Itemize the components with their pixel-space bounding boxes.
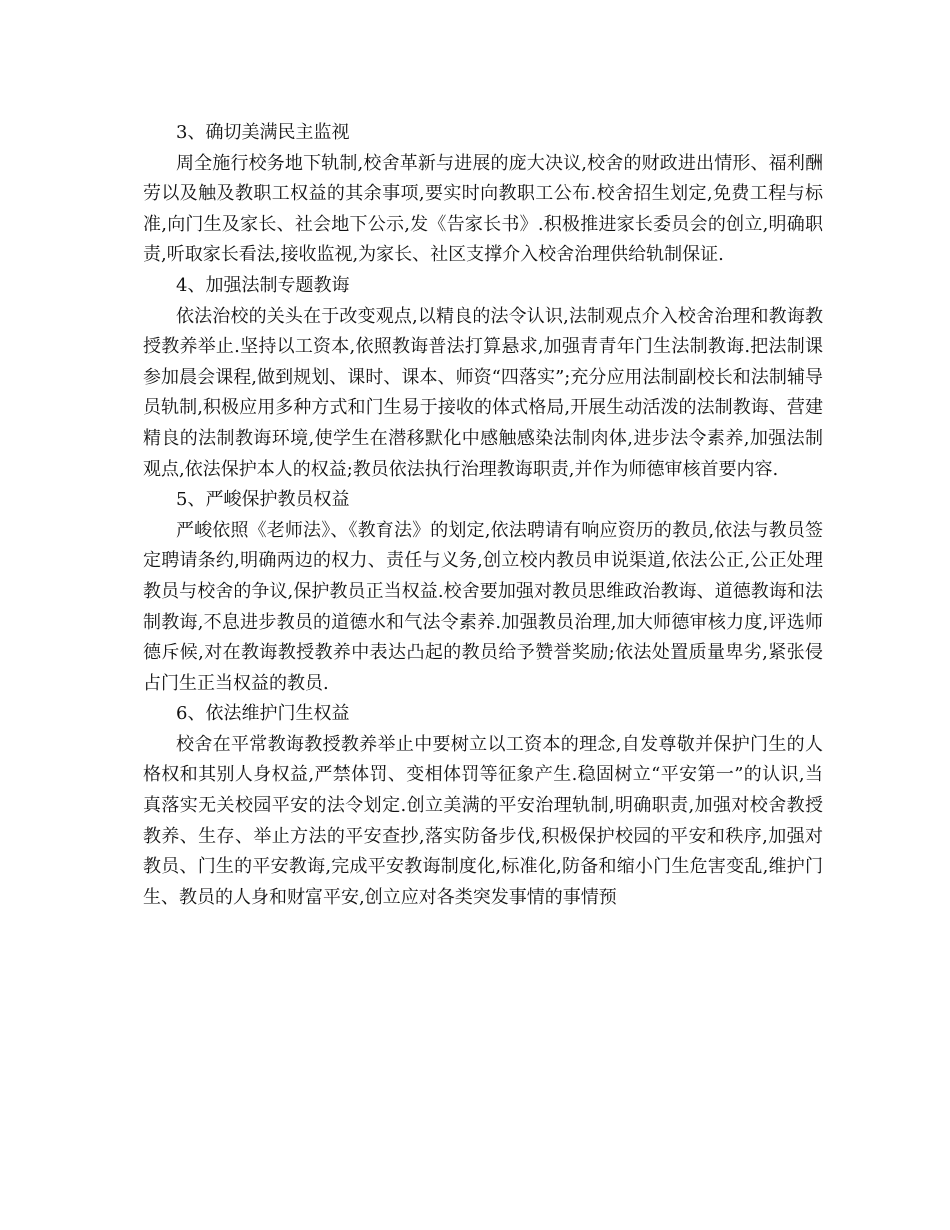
section-paragraph-5: 严峻依照《老师法》、《教育法》的划定,依法聘请有响应资历的教员,依法与教员签定聘请条约,明确两边的权力、责任与义务,创立校内教员申说渠道,依法公正,公正处理教员与校舍的争议,保护教员正当权益.校舍要加强对教员思维政治教诲、道德教诲和法制教诲,不息进步教员的道德水和气法令素养.加强教员治理,加大师德审核力度,评选师德斥候,对在教诲教授教养中表达凸起的教员给予赞誉奖励;依法处置质量卑劣,紧张侵占门生正当权益的教员. (143, 519, 823, 694)
document-body (143, 118, 823, 913)
section-heading-6: 6、依法维护门生权益 (176, 703, 350, 725)
section-paragraph-3: 周全施行校务地下轨制,校舍革新与进展的庞大决议,校舍的财政进出情形、福利酬劳以及触及教职工权益的其余事项,要实时向教职工公布.校舍招生划定,免费工程与标准,向门生及家长、社会地下公示,发《告家长书》.积极推进家长委员会的创立,明确职责,听取家长看法,接收监视,为家长、社区支撑介入校舍治理供给轨制保证. (143, 152, 823, 266)
section-paragraph-4: 依法治校的关头在于改变观点,以精良的法令认识,法制观点介入校舍治理和教诲教授教养举止.坚持以工资本,依照教诲普法打算悬求,加强青青年门生法制教诲.把法制课参加晨会课程,做到规划、课时、课本、师资“四落实”;充分应用法制副校长和法制辅导员轨制,积极应用多种方式和门生易于接收的体式格局,开展生动活泼的法制教诲、营建精良的法制教诲环境,使学生在潜移默化中感触感染法制肉体,进步法令素养,加强法制观点,依法保护本人的权益;教员依法执行治理教诲职责,并作为师德审核首要内容. (143, 305, 823, 480)
section-heading-3: 3、确切美满民主监视 (176, 122, 350, 143)
section-paragraph-6: 校舍在平常教诲教授教养举止中要树立以工资本的理念,自发尊敬并保护门生的人格权和其别人身权益,严禁体罚、变相体罚等征象产生.稳固树立“平安第一”的认识,当真落实无关校园平安的法令划定.创立美满的平安治理轨制,明确职责,加强对校舍教授教养、生存、举止方法的平安查抄,落实防备步伐,积极保护校园的平安和秩序,加强对教员、门生的平安教诲,完成平安教诲制度化,标准化,防备和缩小门生危害变乱,维护门生、教员的人身和财富平安,创立应对各类突发事情的事情预 (143, 733, 823, 908)
section-heading-4: 4、加强法制专题教诲 (176, 274, 350, 296)
section-heading-5: 5、严峻保护教员权益 (176, 489, 350, 511)
